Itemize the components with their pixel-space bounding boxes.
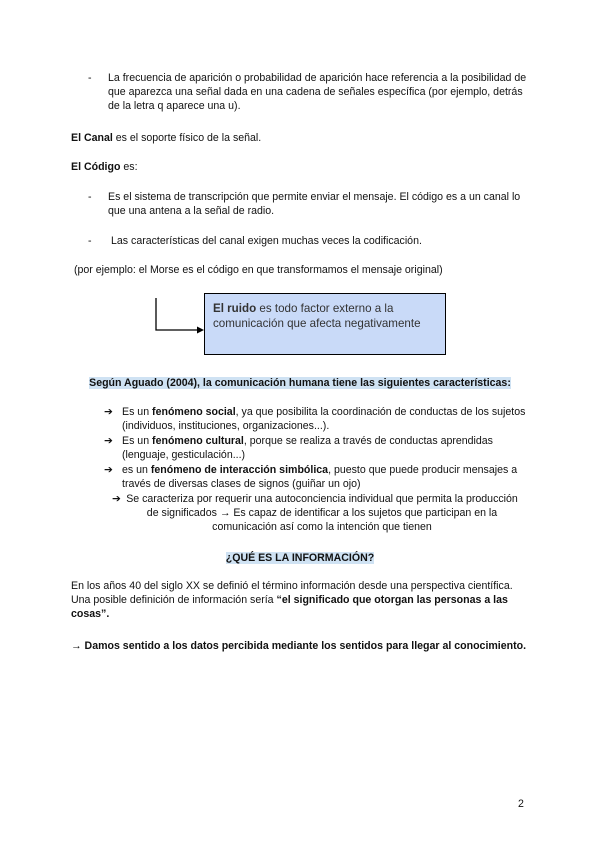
canal-term: El Canal xyxy=(71,132,113,144)
list-item-autoconciencia xyxy=(112,492,522,534)
connector-arrow xyxy=(150,296,210,336)
dash-bullet: - xyxy=(88,235,92,247)
canal-text: es el soporte físico de la señal. xyxy=(112,132,262,144)
frecuencia-text: La frecuencia de aparición o probabilidad de aparición hace referencia a la posibilidad de que aparezca una señal dada en una cadena de señales específica (por ejemplo, detrás de la letra q aparece una u). xyxy=(108,72,527,112)
aguado-heading-wrap xyxy=(60,376,540,390)
informacion-conclusion: → Damos sentido a los datos percibida mediante los sentidos para llegar al conocimiento. xyxy=(71,640,527,652)
aguado-heading: Según Aguado (2004), la comunicación humana tiene las siguientes características: xyxy=(89,377,511,389)
ruido-callout xyxy=(204,293,446,355)
arrow-bullet-icon: ➔ xyxy=(104,435,113,447)
interaccion-simbolica: fenómeno de interacción simbólica xyxy=(150,464,329,476)
ruido-term: El ruido xyxy=(213,302,257,315)
informacion-definition: “el significado que otorgan las personas a las cosas”. xyxy=(71,594,508,620)
canal-paragraph xyxy=(71,131,531,145)
fenomeno-cultural: fenómeno cultural xyxy=(152,435,244,447)
arrow-bullet-icon: ➔ xyxy=(104,464,113,476)
autoconciencia-text: Se caracteriza por requerir una autoconciencia individual que permita la producción de significados → Es capaz de identificar a los sujetos que participan en la comunicación así como la intención que tienen xyxy=(126,493,518,533)
page-number: 2 xyxy=(518,798,524,810)
codigo-term: El Código xyxy=(71,161,121,173)
arrow-bullet-icon: ➔ xyxy=(112,493,121,505)
dash-bullet: - xyxy=(88,72,92,84)
codigo-heading xyxy=(71,160,531,174)
codigo-suffix: es: xyxy=(120,161,138,173)
arrow-bullet-icon: ➔ xyxy=(104,406,113,418)
codigo-example: (por ejemplo: el Morse es el código en que transformamos el mensaje original) xyxy=(74,264,443,276)
fenomeno-social: fenómeno social xyxy=(152,406,236,418)
informacion-heading: ¿QUÉ ES LA INFORMACIÓN? xyxy=(225,552,375,564)
ruido-text: es todo factor externo a la comunicación que afecta negativamente xyxy=(213,302,421,330)
informacion-paragraph: En los años 40 del siglo XX se definió el término información desde una perspectiva científica. Una posible definición de información sería “el significado que otorgan las personas a las cosas”. xyxy=(71,580,513,620)
dash-bullet: - xyxy=(88,191,92,203)
codigo-item-1: Es el sistema de transcripción que permite enviar el mensaje. El código es a un canal lo que una antena a la señal de radio. xyxy=(108,191,521,217)
codigo-item-2: Las características del canal exigen muchas veces la codificación. xyxy=(111,235,422,247)
informacion-heading-wrap xyxy=(60,551,540,565)
